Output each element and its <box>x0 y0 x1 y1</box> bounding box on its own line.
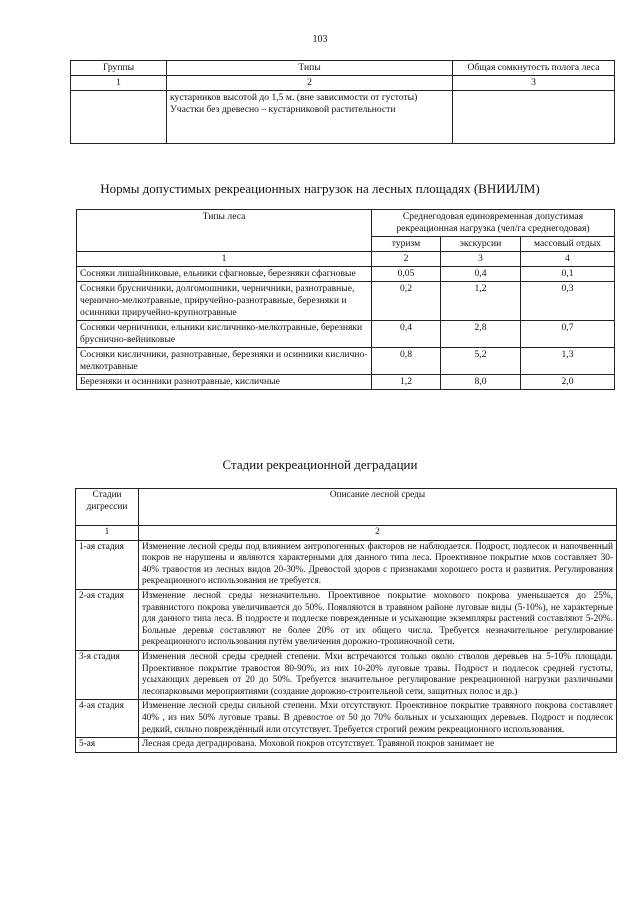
groups-types-table <box>70 60 615 144</box>
subheader-mass-recreation: массовый отдых <box>521 237 615 252</box>
degradation-stages-title: Стадии рекреационной деградации <box>222 457 418 472</box>
table-row <box>76 738 617 753</box>
description-cell: Изменение лесной среды под влиянием антропогенных факторов не наблюдается. Подрост, подлесок и напочвенный покров не нарушены и являются характерными для данного типа леса. Проективное покрытие мхов составляет 30-40% травостоя из лесных видов 20-30%. Древостой здоров с признаками хорошего роста и развития. Регулирования рекреационного использования не требуется. <box>139 540 617 589</box>
col-number: 1 <box>71 76 167 91</box>
tourism-cell: 0,2 <box>372 282 441 321</box>
mass-recreation-cell: 0,1 <box>521 267 615 282</box>
tourism-cell: 0,05 <box>372 267 441 282</box>
description-cell: Изменение лесной среды сильной степени. Мхи отсутствуют. Проективное покрытие травяного покрова составляет 40% , из них 50% луговые травы. В древостое от 50 до 70% больных и усыхающих деревьев. Подрост и подлесок редкий, сильно повреждённый или отсутствует. Требуется строгий режим рекреационного использования. <box>139 700 617 738</box>
excursions-cell: 1,2 <box>441 282 521 321</box>
table-row <box>77 282 615 321</box>
col-number: 2 <box>372 252 441 267</box>
table-row <box>76 540 617 589</box>
col-number: 1 <box>76 526 139 541</box>
stage-cell: 3-я стадия <box>76 650 139 699</box>
forest-type-cell: Сосняки брусничники, долгомошники, черничники, разнотравные, чернично-мелкотравные, приручейно-разнотравные, березняки и осинники приручейно-крупнотравные <box>77 282 372 321</box>
tourism-cell: 0,8 <box>372 348 441 375</box>
col-number: 3 <box>453 76 615 91</box>
subheader-excursions: экскурсии <box>441 237 521 252</box>
type-line: кустарников высотой до 1,5 м. (вне зависимости от густоты) <box>170 92 418 103</box>
header-forest-type: Типы леса <box>77 210 372 252</box>
table-row <box>77 267 615 282</box>
header-stage: Стадии дигрессии <box>76 489 139 526</box>
description-cell: Изменение лесной среды незначительно. Проективное покрытие мохового покрова уменьшается до 25%, травянистого покрова увеличивается до 50%. Появляются в травяном районе луговые виды (5-10%), не характерные для данного типа леса. В подросте и подлеске поврежденные и усыхающие экземпляры растений составляют 5-20%. Больные деревья составляют не более 20% от их общего числа. Требуется незначительное регулирование рекреационного использования путём увеличения дорожно-тропиночной сети. <box>139 589 617 650</box>
header-types: Типы <box>167 61 453 76</box>
table-row <box>76 700 617 738</box>
stage-cell: 5-ая <box>76 738 139 753</box>
description-cell: Лесная среда деградирована. Моховой покров отсутствует. Травяной покров занимает не <box>139 738 617 753</box>
table-row <box>77 321 615 348</box>
table-row <box>76 589 617 650</box>
recreational-load-table <box>76 209 615 390</box>
types-cell <box>167 91 453 144</box>
col-number: 1 <box>77 252 372 267</box>
degradation-stages-table <box>75 488 617 753</box>
header-load: Среднегодовая единовременная допустимая рекреационная нагрузка (чел/га среднегодовая) <box>372 210 615 237</box>
forest-type-cell: Березняки и осинники разнотравные, кисличные <box>77 375 372 390</box>
subheader-tourism: туризм <box>372 237 441 252</box>
tourism-cell: 1,2 <box>372 375 441 390</box>
description-cell: Изменения лесной среды средней степени. Мхи встречаются только около стволов деревьев на 5-10% площади. Проективное покрытие травостоя 80-90%, из них 10-20% луговые травы. Подрост и подлесок средней густоты, усыхающих деревьев от 20 до 50%. Требуется значительное регулирование рекреационной нагрузки различными лесопарковыми мероприятиями (создание дорожно-строительной сети, защитных полос и др.) <box>139 650 617 699</box>
stage-cell: 4-ая стадия <box>76 700 139 738</box>
mass-recreation-cell: 2,0 <box>521 375 615 390</box>
forest-type-cell: Сосняки лишайниковые, ельники сфагновые, березняки сфагновые <box>77 267 372 282</box>
mass-recreation-cell: 0,7 <box>521 321 615 348</box>
stage-cell: 1-ая стадия <box>76 540 139 589</box>
col-number: 2 <box>167 76 453 91</box>
excursions-cell: 5,2 <box>441 348 521 375</box>
mass-recreation-cell: 0,3 <box>521 282 615 321</box>
type-line: Участки без древесно – кустарниковой растительности <box>170 104 396 115</box>
tourism-cell: 0,4 <box>372 321 441 348</box>
header-groups: Группы <box>71 61 167 76</box>
forest-type-cell: Сосняки черничники, ельники кисличнико-мелкотравные, березняки бруснично-вейниковые <box>77 321 372 348</box>
excursions-cell: 8,0 <box>441 375 521 390</box>
forest-type-cell: Сосняки кисличники, разнотравные, березняки и осинники кислично-мелкотравные <box>77 348 372 375</box>
table-row <box>76 650 617 699</box>
closure-cell <box>453 91 615 144</box>
recreational-load-title: Нормы допустимых рекреационных нагрузок на лесных площадях (ВНИИЛМ) <box>100 181 540 196</box>
table-row <box>77 375 615 390</box>
table-row <box>77 348 615 375</box>
col-number: 2 <box>139 526 617 541</box>
header-description: Описание лесной среды <box>139 489 617 526</box>
excursions-cell: 0,4 <box>441 267 521 282</box>
col-number: 3 <box>441 252 521 267</box>
table-row <box>71 91 615 144</box>
group-cell <box>71 91 167 144</box>
excursions-cell: 2,8 <box>441 321 521 348</box>
col-number: 4 <box>521 252 615 267</box>
page-number: 103 <box>312 34 328 45</box>
mass-recreation-cell: 1,3 <box>521 348 615 375</box>
stage-cell: 2-ая стадия <box>76 589 139 650</box>
header-closure: Общая сомкнутость полога леса <box>453 61 615 76</box>
